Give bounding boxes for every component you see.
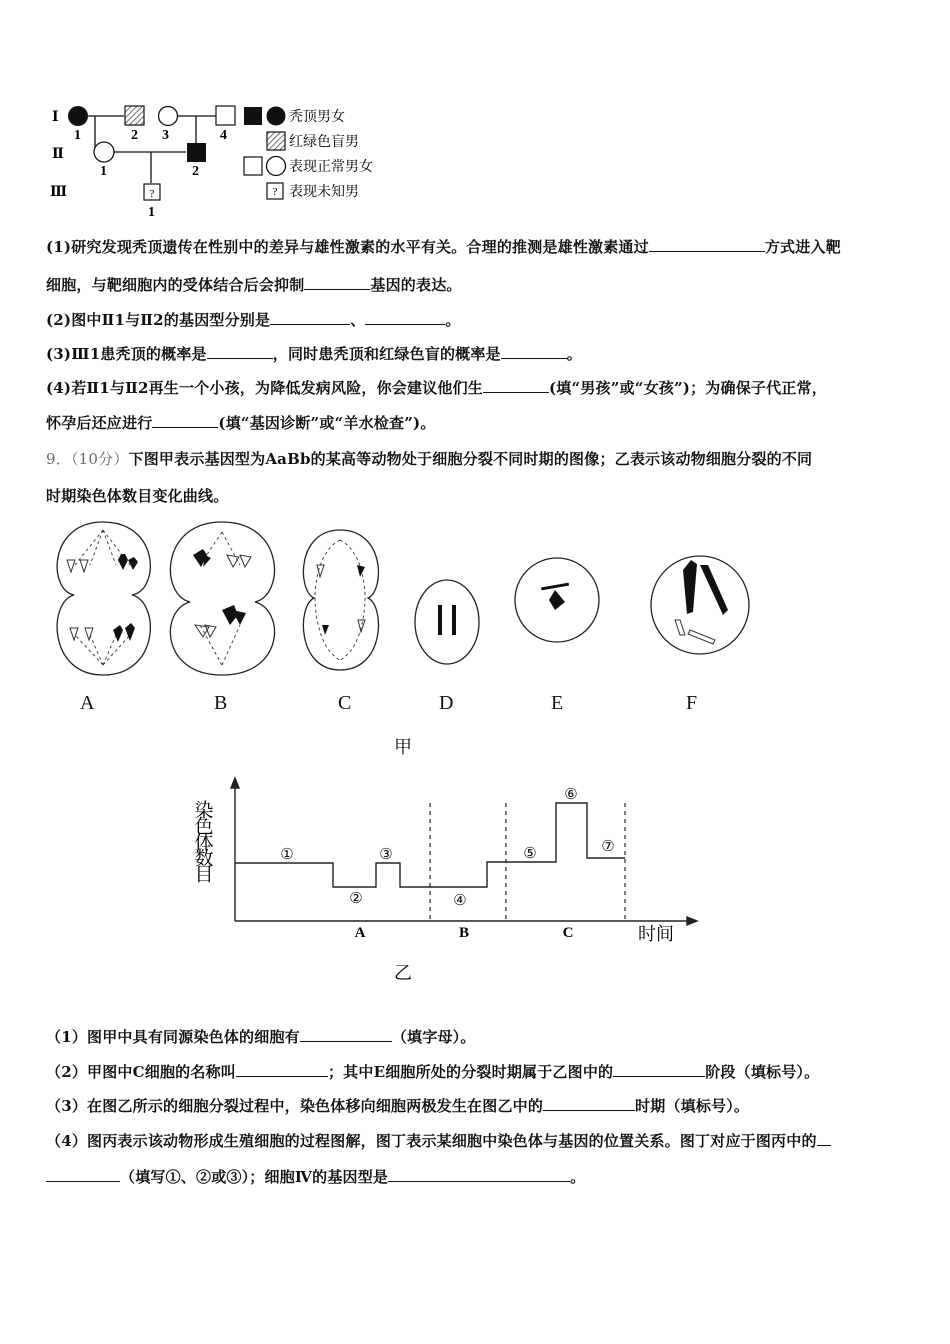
figure-shape	[244, 157, 262, 175]
stage-a: A	[354, 925, 366, 941]
figure-shape	[267, 157, 286, 176]
figure-shape	[452, 605, 456, 635]
figure-shape	[355, 925, 574, 941]
legend-bald: 秃顶男女	[289, 110, 345, 125]
x-axis-label: 时间	[638, 924, 674, 944]
figure-yi-caption: 乙	[394, 963, 412, 983]
i2-colorblind-male	[125, 106, 144, 125]
figure-shape	[57, 522, 749, 675]
cell-label-f: F	[686, 692, 698, 714]
figure-shape	[700, 565, 728, 615]
segment-2: ②	[349, 891, 363, 907]
figure-shape	[200, 532, 240, 665]
cell-label-d: D	[439, 692, 454, 714]
figure-shape	[244, 107, 262, 125]
figure-shape	[317, 565, 365, 632]
figure-shape	[195, 555, 251, 637]
figure-shape	[267, 107, 286, 126]
answer-blank[interactable]	[817, 1131, 831, 1146]
answer-blank[interactable]	[388, 1167, 570, 1182]
figure-shape	[438, 605, 442, 635]
figure-shape	[75, 635, 130, 665]
q9-stem-line2: 时期染色体数目变化曲线。	[46, 487, 229, 505]
figure-text: Ⅲ	[50, 185, 68, 200]
stage-c: C	[562, 925, 574, 941]
q8-part4-line1: (4)若Ⅱ1与Ⅱ2再生一个小孩，为降低发病风险，你会建议他们生 (填“男孩”或“女孩”)；为确保子代正常，	[46, 379, 827, 397]
answer-blank[interactable]	[483, 378, 549, 393]
segment-7: ⑦	[601, 839, 615, 855]
cell-d	[415, 580, 479, 664]
figure-shape	[113, 625, 123, 642]
figure-text: 2	[131, 128, 138, 143]
pedigree-chart	[40, 95, 400, 225]
figure-shape	[231, 778, 239, 788]
q9-stem-line1: 9．（10分）下图甲表示基因型为AaBb的某高等动物处于细胞分裂不同时期的图像；乙表示该动物细胞分裂的不同	[46, 450, 813, 468]
segment-1: ①	[280, 847, 294, 863]
figure-shape	[170, 522, 274, 675]
figure-text: 1	[148, 205, 155, 220]
figure-shape	[675, 620, 715, 644]
q8-part3: (3)Ⅲ1患秃顶的概率是 ，同时患秃顶和红绿色盲的概率是 。	[46, 345, 582, 363]
figure-text: 4	[220, 128, 227, 143]
i1-affected-female	[68, 106, 88, 126]
segment-3: ③	[379, 847, 393, 863]
cell-label-b: B	[214, 692, 228, 714]
figure-shape	[125, 623, 135, 641]
q8-part1-line1: (1)研究发现秃顶遗传在性别中的差异与雄性激素的水平有关。合理的推测是雄性激素通过 方式进入靶	[46, 238, 841, 256]
i4-normal-male	[216, 106, 235, 125]
q9-sub2: （2）甲图中C细胞的名称叫 ；其中E细胞所处的分裂时期属于乙图中的 阶段（填标号）。	[46, 1063, 820, 1081]
answer-blank[interactable]	[501, 344, 567, 359]
segment-6: ⑥	[564, 787, 578, 803]
q8-part4-line2: 怀孕后还应进行 (填“基因诊断”或“羊水检查”)。	[46, 414, 436, 432]
figure-shape	[67, 555, 715, 644]
answer-blank[interactable]	[613, 1062, 705, 1077]
figure-text: 1	[74, 128, 81, 143]
figure-shape	[128, 557, 138, 570]
stage-b: B	[458, 925, 470, 941]
legend-unknown: 表现未知男	[289, 185, 359, 200]
figure-text: Ⅱ	[52, 147, 64, 162]
figure-shape	[357, 565, 365, 577]
figure-yi-chromosome-curve	[190, 770, 710, 990]
figure-shape	[289, 109, 373, 200]
answer-blank[interactable]	[207, 344, 273, 359]
figure-shape	[315, 540, 365, 660]
figure-shape	[267, 132, 285, 150]
figure-shape	[280, 787, 614, 909]
q9-sub3: （3）在图乙所示的细胞分裂过程中，染色体移向细胞两极发生在图乙中的 时期（填标号）。	[46, 1097, 750, 1115]
answer-blank[interactable]	[46, 1167, 120, 1182]
figure-shape	[57, 522, 150, 675]
y-axis-label: 染色体数目	[191, 800, 213, 880]
answer-blank[interactable]	[236, 1062, 328, 1077]
figure-shape	[322, 625, 329, 635]
q8-part1-line2: 细胞，与靶细胞内的受体结合后会抑制 基因的表达。	[46, 276, 462, 294]
figure-shape	[50, 110, 227, 220]
figure-text: 3	[162, 128, 169, 143]
figure-jia-caption: 甲	[394, 737, 412, 757]
answer-blank[interactable]	[270, 310, 350, 325]
figure-shape	[541, 583, 569, 591]
legend-colorblind: 红绿色盲男	[289, 135, 359, 150]
ii1-normal-female	[94, 142, 114, 162]
i3-normal-female	[159, 107, 178, 126]
figure-shape	[549, 590, 565, 610]
figure-text: ?	[272, 186, 278, 198]
answer-blank[interactable]	[649, 237, 765, 252]
q8-part2: (2)图中Ⅱ1与Ⅱ2的基因型分别是 、 。	[46, 311, 461, 329]
q9-sub4-line1: （4）图丙表示该动物形成生殖细胞的过程图解，图丁表示某细胞中染色体与基因的位置关系。图丁对应于图丙中的	[46, 1130, 831, 1151]
figure-shape	[118, 554, 128, 570]
figure-shape	[687, 917, 697, 925]
cell-label-e: E	[551, 692, 564, 714]
cell-label-c: C	[338, 692, 352, 714]
legend-normal: 表现正常男女	[289, 160, 373, 175]
figure-text: ?	[149, 188, 155, 200]
figure-jia-cells	[0, 510, 950, 760]
figure-shape	[75, 530, 365, 665]
segment-4: ④	[453, 893, 467, 909]
figure-shape	[683, 560, 697, 614]
q9-sub4-line2: （填写①、②或③）；细胞Ⅳ的基因型是 。	[46, 1166, 585, 1187]
figure-shape	[67, 560, 93, 640]
q9-sub1: （1）图甲中具有同源染色体的细胞有 （填字母）。	[46, 1028, 476, 1046]
ii2-affected-male	[187, 143, 206, 162]
answer-blank[interactable]	[300, 1027, 392, 1042]
figure-shape	[113, 549, 728, 642]
answer-blank[interactable]	[543, 1096, 635, 1111]
figure-text: 1	[100, 164, 107, 179]
segment-5: ⑤	[523, 846, 537, 862]
answer-blank[interactable]	[152, 413, 218, 428]
answer-blank[interactable]	[365, 310, 445, 325]
figure-text: Ⅰ	[52, 110, 59, 125]
cell-label-a: A	[80, 692, 95, 714]
figure-text: 2	[192, 164, 199, 179]
answer-blank[interactable]	[304, 275, 370, 290]
